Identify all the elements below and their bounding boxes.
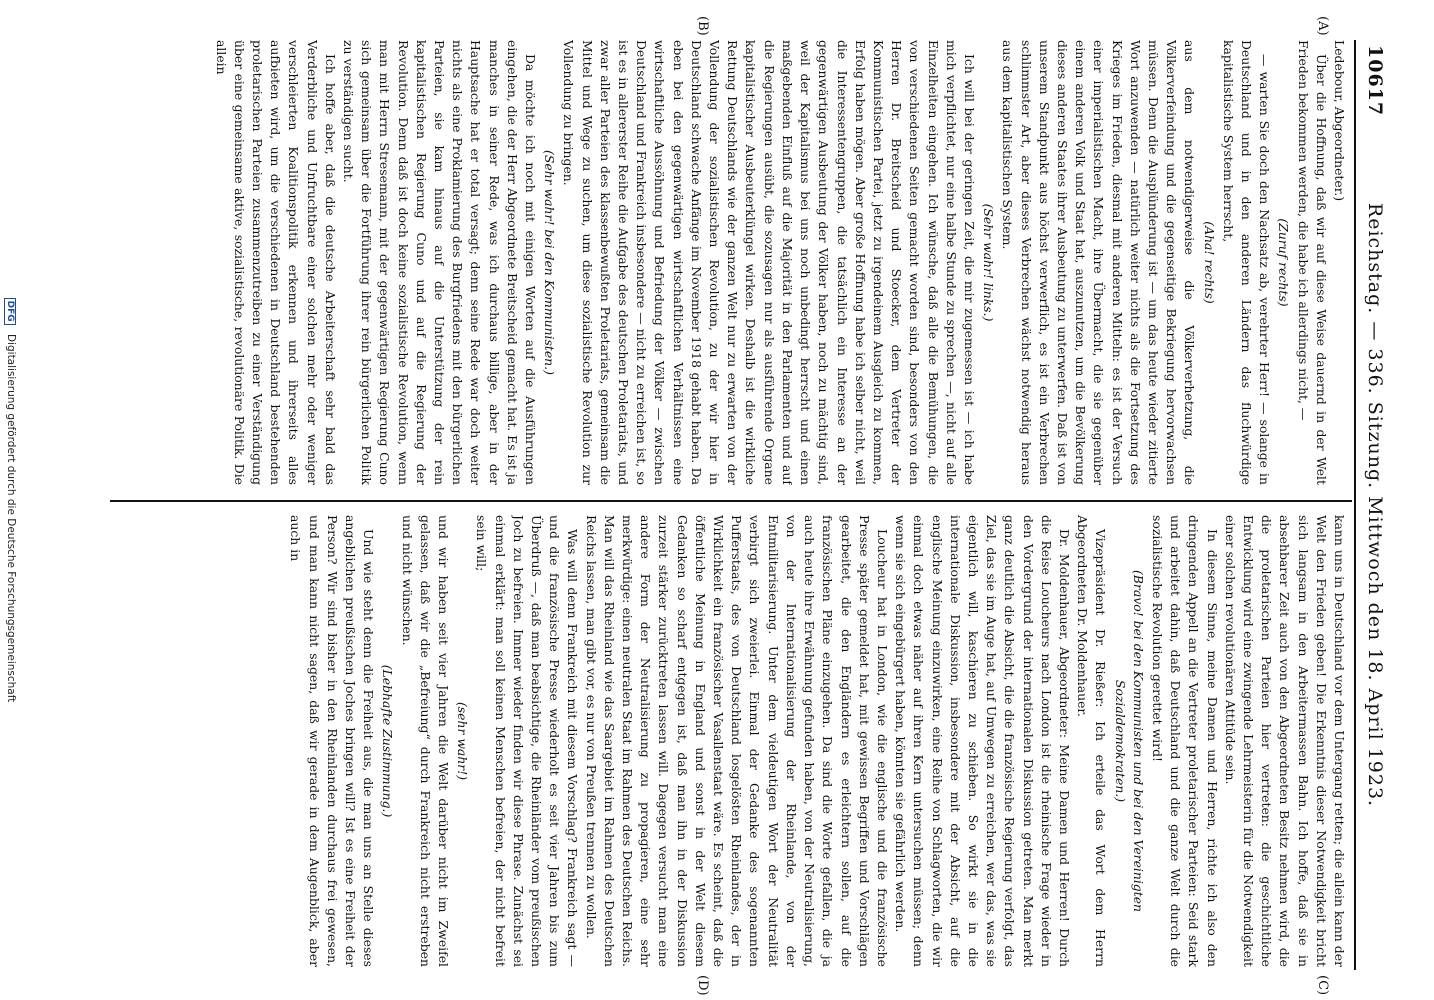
left-column [110, 40, 1348, 485]
margin-marker-b: (B) [695, 16, 710, 36]
paragraph: Über die Hoffnung, daß wir auf diese Weise dauernd in der Welt Frieden bekommen werden, die habe ich allerdings nicht, — [1295, 40, 1329, 485]
paragraph: kann uns in Deutschland vor dem Untergang retten; die allein kann der Welt den Frieden geben! Die Erkenntnis dieser Notwendigkeit bricht sich langsam in den Arbeitermassen Bahn. Ich hoffe, daß sie in absehbarer Zeit auch von den Abgeordneten Besitz nehmen wird, die die proletarischen Parteien hier vertreten: die geschichtliche Entwicklung wird eine zwingende Lehrmeisterin für die Notwendigkeit einer solchen revolutionären Attitüde sein. [1222, 515, 1347, 967]
paragraph: In diesem Sinne, meine Damen und Herren, richte ich also den dringenden Appell an die Vertreter proletarischer Parteien: Seid stark und arbeitet dahin, daß Deutschland und die ganze Welt durch die sozialistische Revolution gerettet wird! [1149, 515, 1220, 967]
footer-text: Digitalisierung gefördert durch die Deutsche Forschungsgemeinschaft [5, 333, 17, 703]
paragraph: aus dem notwendigerweise die Völkerverhetzung, die Völkerverfeindung und die gegenseitige Bekriegung hervorwachsen müssen. Denn die Ausplünderung ist — um das heute wieder zitierte Wort anzuwenden — natürlich weiter nichts als die Fortsetzung des Krieges im Frieden, diesmal mit anderen Mitteln: es ist der Versuch einer imperialistischen Macht, ihre Übermacht, die sie gegenüber einem anderen Volk und Staat hat, auszunutzen, um die Bevölkerung dieses anderen Staates ihrer Ausbeutung zu unterwerfen. Daß ist von unserem Standpunkt aus höchst verwerflich, es ist ein Verbrechen schlimmster Art, aber dieses Verbrechen wächst notwendig heraus aus dem kapitalistischen System. [1000, 40, 1198, 485]
header-title: Reichstag. — 336. Sitzung. Mittwoch den 18. April 1923. [1364, 202, 1386, 808]
interjection: (sehr wahr!) [455, 701, 471, 781]
header-rule [1354, 40, 1356, 970]
paragraph: — warten Sie doch den Nachsatz ab, verehrter Herr! — solange in Deutschland und in den anderen Ländern das fluchwürdige kapitalistische System herrscht, [1220, 40, 1273, 485]
paragraph: Ich hoffe aber, daß die deutsche Arbeiterschaft sehr bald das Verderbliche und Unfruchtbare einer solchen mehr oder weniger verschleierten Koalitionspolitik erkennen und ihrerseits alles aufbieten wird, um die verschiedenen in Deutschland bestehenden proletarischen Parteien zusammenzutreiben zu einer Verständigung über eine gemeinsame aktive, sozialistische, revolutionäre Politik. Die allein [213, 40, 338, 485]
margin-marker-d: (D) [695, 975, 710, 996]
paragraph: Loucheur hat in London, wie die englische und die französische Presse später gemeldet hat, mit gewissen Begriffen und Vorschlägen gearbeitet, die den Engländern es erleichtern sollen, auf die französischen Pläne einzugehen. Da sind die Worte gefallen, die ja auch heute ihre Erwähnung gefunden haben, von der Neutralisierung, von der Internationalisierung der Rheinlande, von der Entmilitarisierung. Unter dem vieldeutigen Wort der Neutralität verbirgt sich zweierlei. Einmal der Gedanke des sogenannten Pufferstaats, des von Deutschland losgelösten Rheinlandes, der in Wirklichkeit ein französischer Vasallenstaat wäre. Es scheint, daß die öffentliche Meinung in England und sonst in der Welt diesem Gedanken so scharf entgegen ist, daß man ihn in der Diskussion zurzeit stärker zurücktreten lassen will. Dagegen versucht man eine andere Form der Neutralisierung zu propagieren, eine sehr merkwürdige: einen neutralen Staat im Rahmen des Deutschen Reichs. Man will das Rheinland wie das Saargebiet im Rahmen des Deutschen Reichs lassen, man gibt vor, es nur von Preußen trennen zu wollen. [583, 515, 890, 967]
paragraph: und wir haben seit vier Jahren die Welt darüber nicht im Zweifel gelassen, daß wir die „Befreiung“ durch Frankreich nicht erstreben und nicht wünschen. [399, 515, 452, 967]
interjection: (Aha! rechts) [1201, 221, 1217, 304]
page-header [1358, 45, 1388, 965]
paragraph: Was will denn Frankreich mit diesem Vorschlag? Frankreich sagt — und die französische Presse wiederholt es seit vier Jahren bis zum Überdruß —, daß man beabsichtige, die Rheinländer vom preußischen Joch zu befreien. Immer wieder finden wir diese Phrase. Zunächst sei einmal erklärt: man soll keinen Menschen befreien, der nicht befreit sein will; [474, 515, 581, 967]
dfg-logo: DFG [4, 298, 16, 325]
paragraph: Und wie steht denn die Freiheit aus, die man uns an Stelle dieses angeblichen preußischen Joches bringen will? Ist es eine Freiheit der Person? Wir sind bisher in den Rheinlanden durchaus frei gewesen, und man kann nicht sagen, daß wir gerade in dem Augenblick, aber auch in [288, 515, 377, 967]
speaker-vizepraesident: Vizepräsident Dr. Rießer: Ich erteile das Wort dem Herrn Abgeordneten Dr. Moldenhauer. [1075, 515, 1109, 967]
right-column [110, 515, 1348, 967]
page-number: 10617 [1364, 45, 1386, 117]
paragraph: Ich will bei der geringen Zeit, die mir zugemessen ist — ich habe mich verpflichtet, nur eine halbe Stunde zu sprechen —, nicht auf alle Einzelheiten eingehen. Ich wünsche, daß alle die Bemühungen, die von verschiedenen Seiten gemacht worden sind, besonders von den Herren Dr. Breitscheid und Stoecker, dem Vertreter der Kommunistischen Partei, jetzt zu irgendeinem Ausgleich zu kommen, Erfolg haben mögen. Aber große Hoffnung habe ich selber nicht, weil die Interessentengruppen, die tatsächlich ein Interesse an der gegenwärtigen Ausbeutung der Völker haben, noch zu mächtig sind, weil der Kapitalismus bei uns noch unbedingt herrscht und einen maßgebenden Einfluß auf die Majorität in den Parlamenten und auf die Regierungen ausübt, die sozusagen nur als ausführende Organe kapitalistischer Ausbeuterklüngel wirken. Deshalb ist die wirkliche Rettung Deutschlands wie der ganzen Welt nur zu erwarten von der Vollendung der sozialistischen Revolution, zu der wir hier in Deutschland schwache Anfänge im November 1918 gehabt haben. Da eben bei den gegenwärtigen wirtschaftlichen Verhältnissen eine wirtschaftliche Aussöhnung und Befriedung der Völker — zwischen Deutschland und Frankreich insbesondere — nicht zu erreichen ist, so ist es in allererster Reihe die Aufgabe des deutschen Proletariats, und zwar aller Parteien des klassenbewußten Proletariats, gemeinsam die Mittel und Wege zu suchen, um diese sozialistische Revolution zur Vollendung zu bringen. [561, 40, 977, 485]
margin-marker-c: (C) [1315, 975, 1330, 996]
digitization-footer [4, 0, 17, 1000]
interjection: (Bravo! bei den Kommunisten und bei den Vereinigten Sozialdemokraten.) [1112, 569, 1146, 913]
interjection: (Zuruf rechts) [1276, 218, 1292, 307]
paragraph: Da möchte ich noch mit einigen Worten auf die Ausführungen eingehen, die der Herr Abgeordnete Breitscheid gemacht hat. Es ist ja manches in seiner Rede, was ich durchaus billige, aber in der Hauptsache hat er total versagt; denn seine Rede war doch weiter nichts als eine Proklamierung des Burgfriedens mit den bürgerlichen Parteien, sie kam hinaus auf die Unterstützung der rein kapitalistischen Regierung Cuno und auf die Regierung der Revolution. Denn daß ist doch keine sozialistische Revolution, wenn man mit Herrn Stresemann, mit der gegenwärtigen Regierung Cuno sich gemeinsam über die Fortführung ihrer rein bürgerlichen Politik zu verständigen sucht. [341, 40, 539, 485]
interjection: (Lebhafte Zustimmung.) [380, 664, 396, 818]
interjection: (Sehr wahr! bei den Kommunisten.) [542, 150, 558, 375]
interjection: (Sehr wahr! links.) [981, 203, 997, 322]
margin-marker-a: (A) [1315, 16, 1330, 36]
speaker-continuation: Ledebour, Abgeordneter.) [1332, 40, 1347, 202]
speaker-moldenhauer: Dr. Moldenhauer, Abgeordneter: Meine Damen und Herren! Durch die Reise Loucheurs nach London ist die rheinische Frage wieder in den Vordergrund der internationalen Diskussion getreten. Man merkt ganz deutlich die Absicht, die die französische Regierung verfolgt, das Ziel, das sie im Auge hat, auf Umwegen zu erreichen, wer das, was sie eigentlich will, kaschieren zu schieben. So wirkt sie in die internationale Diskussion, insbesondere mit der Absicht, auf die englische Meinung einzuwirken, eine Reihe von Schlagworten, die wir einmal doch etwas näher auf ihren Kern untersuchen müssen; denn wenn sie sich eingebürgert haben, könnten sie gefährlich werden. [893, 515, 1072, 967]
column-divider [110, 500, 1352, 502]
